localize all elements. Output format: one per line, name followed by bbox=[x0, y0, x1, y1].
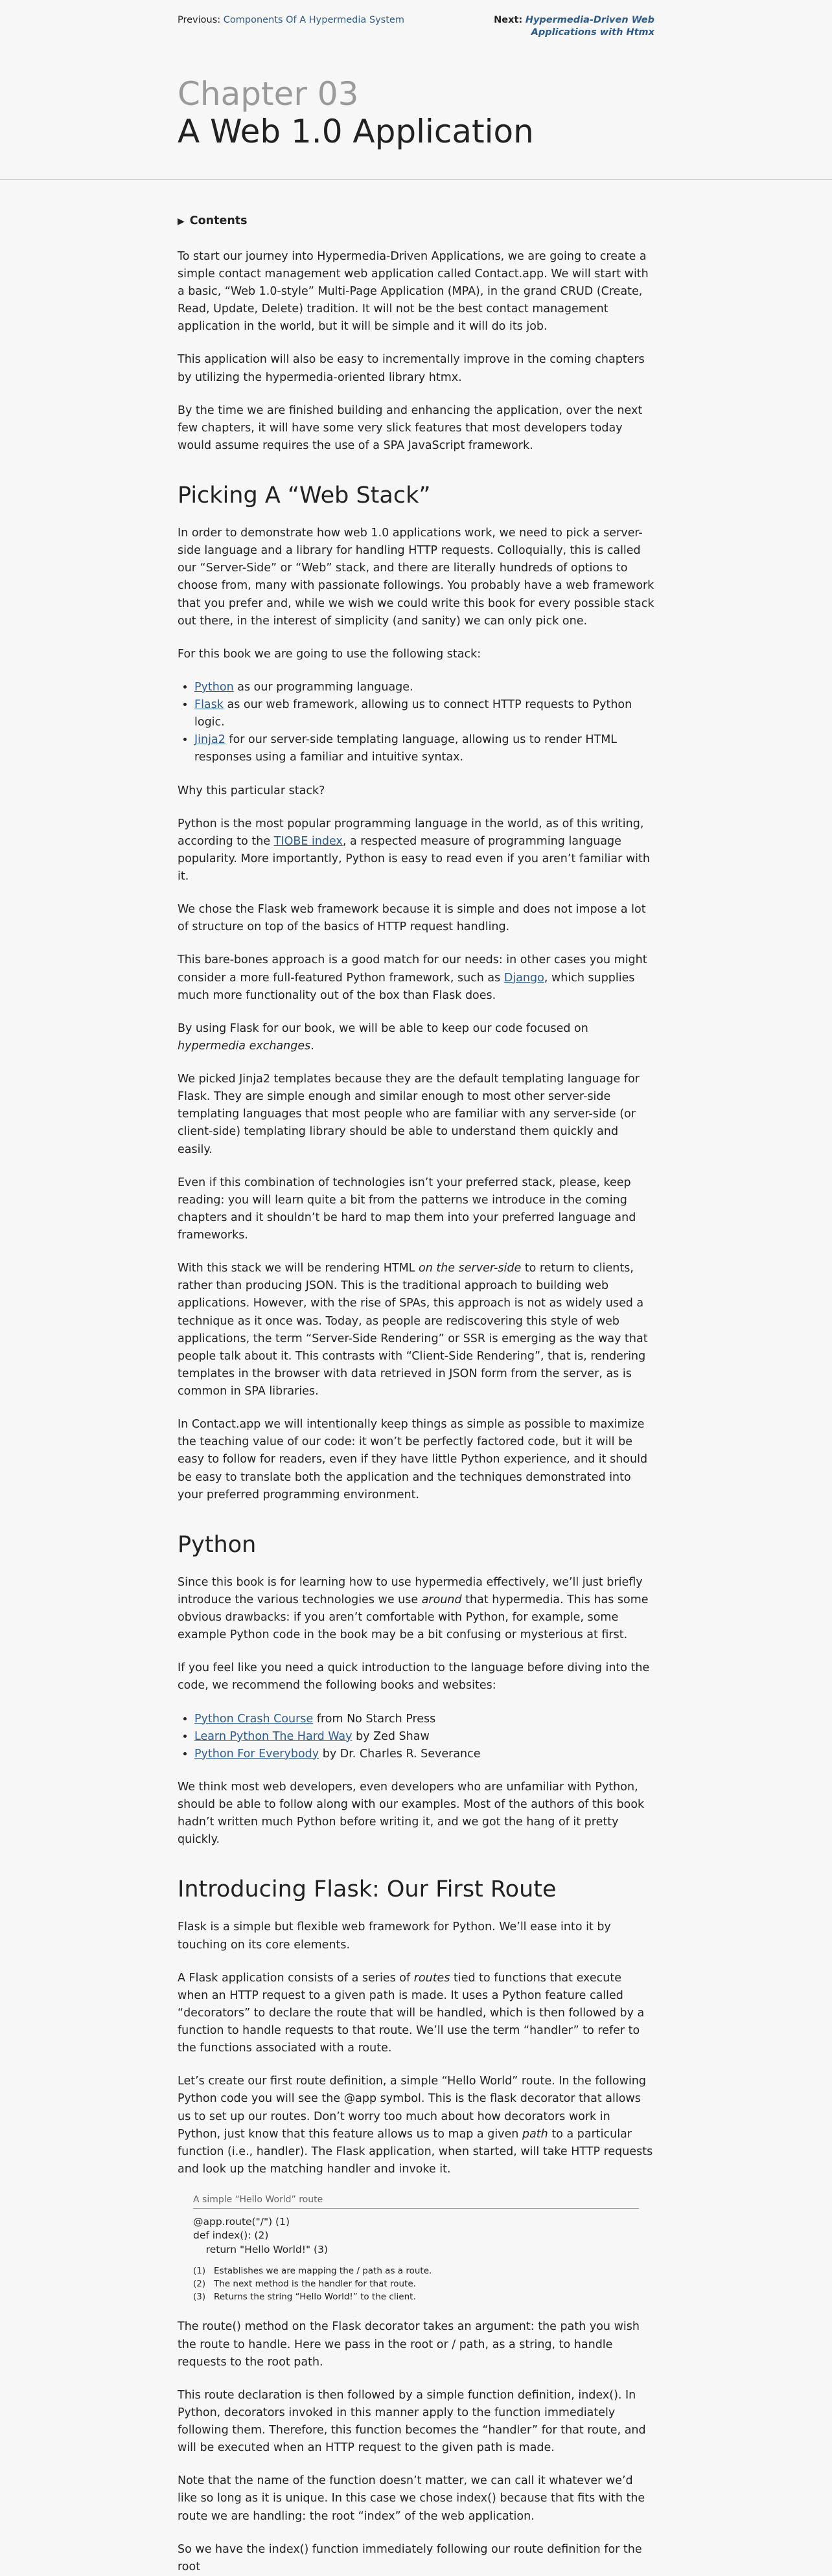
jinja2-link[interactable]: Jinja2 bbox=[194, 733, 225, 747]
paragraph bbox=[178, 815, 654, 886]
paragraph: We picked Jinja2 templates because they are the default templating language for Flask. They are simple enough and similar enough to most other server-side templating languages that most people who are familiar with any server-side (or client-side) templating library should be able to understand them quickly and easily. bbox=[178, 1073, 640, 1156]
callout-item bbox=[193, 2265, 639, 2277]
next-chapter bbox=[434, 14, 654, 39]
django-link[interactable]: Django bbox=[503, 971, 544, 985]
list-item bbox=[194, 696, 654, 731]
paragraph: We chose the Flask web framework because it is simple and does not impose a lot of structure on top of the basics of HTTP request handling. bbox=[178, 903, 646, 934]
list-item bbox=[194, 1711, 654, 1728]
list-item bbox=[194, 731, 654, 766]
paragraph bbox=[178, 1020, 654, 1055]
section-heading-web-stack: Picking A “Web Stack” bbox=[178, 483, 431, 509]
list-item bbox=[194, 679, 654, 696]
callout-number: (1) bbox=[193, 2265, 206, 2276]
code-block: @app.route("/") (1) def index(): (2) return "Hello World!" (3) bbox=[193, 2215, 329, 2256]
next-label: Next: bbox=[494, 15, 523, 25]
text-run: Let’s create our first route definition, a simple “Hello World” route. In the following Python code you will see the @app symbol. This is the flask decorator that allows us to set up our routes. Don’t worry too much about how decorators work in Python, just know that this feature allows us to map a given bbox=[178, 2075, 647, 2141]
text-run: that hypermedia. This has some obvious drawbacks: if you aren’t comfortable with Python, for example, some example Python code in the book may be a bit confusing or mysterious at first. bbox=[178, 1593, 649, 1642]
page-header bbox=[0, 0, 832, 180]
list-item bbox=[194, 1746, 654, 1763]
prev-chapter bbox=[178, 14, 404, 39]
disclosure-triangle-icon: ▶ bbox=[178, 216, 185, 227]
text-run: This bare-bones approach is a good match for our needs: in other cases you might consider a more full-featured Python framework, such as bbox=[178, 953, 647, 985]
python-crash-course-link[interactable]: Python Crash Course bbox=[194, 1712, 314, 1726]
paragraph: Flask is a simple but flexible web framework for Python. We’ll ease into it by touching on its core elements. bbox=[178, 1921, 611, 1952]
paragraph: In Contact.app we will intentionally keep things as simple as possible to maximize the teaching value of our code: it won’t be perfectly factored code, but it will be easy to follow for readers, even if they have little Python experience, and it should be easy to translate both the application and the techniques demonstrated into your preferred programming environment. bbox=[178, 1418, 648, 1501]
python-link[interactable]: Python bbox=[194, 680, 234, 694]
intro-paragraph: This application will also be easy to incrementally improve in the coming chapters by utilizing the hypermedia-oriented library htmx. bbox=[178, 353, 645, 384]
text-run: By using Flask for our book, we will be able to keep our code focused on bbox=[178, 1021, 588, 1035]
text-run: . bbox=[310, 1039, 314, 1053]
callout-text: Establishes we are mapping the / path as a route. bbox=[214, 2265, 432, 2276]
list-item-text: as our programming language. bbox=[233, 680, 413, 694]
python-for-everybody-link[interactable]: Python For Everybody bbox=[194, 1747, 319, 1761]
chapter-number: Chapter 03 bbox=[178, 74, 359, 113]
code-listing bbox=[193, 2194, 639, 2303]
chapter-body bbox=[178, 180, 654, 2576]
paragraph bbox=[178, 1574, 654, 1645]
emphasis: hypermedia exchanges bbox=[178, 1039, 311, 1053]
paragraph: Note that the name of the function doesn’t matter, we can call it whatever we’d like so long as it is unique. In this case we chose index() because that fits with the route we are handling: the root “index” of the web application. bbox=[178, 2474, 645, 2523]
paragraph: This route declaration is then followed by a simple function definition, index(). In Python, decorators invoked in this manner apply to the function immediately following them. Therefore, this function becomes the “handler” for that route, and will be executed when an HTTP request to the given path is made. bbox=[178, 2388, 646, 2455]
list-item-text: from No Starch Press bbox=[313, 1712, 436, 1726]
paragraph bbox=[178, 1970, 654, 2058]
page-title: A Web 1.0 Application bbox=[178, 112, 534, 150]
tiobe-link[interactable]: TIOBE index bbox=[273, 834, 343, 848]
text-run: A Flask application consists of a series of bbox=[178, 1971, 414, 1985]
callout-text: The next method is the handler for that route. bbox=[214, 2278, 416, 2289]
paragraph: For this book we are going to use the following stack: bbox=[178, 647, 481, 661]
stack-list bbox=[178, 679, 654, 767]
text-run: to a particular function (i.e., handler). The Flask application, when started, will take HTTP requests and look up the matching handler and invoke it. bbox=[178, 2127, 653, 2176]
intro-paragraph: To start our journey into Hypermedia-Driven Applications, we are going to create a simple contact management web application called Contact.app. We will start with a basic, “Web 1.0-style” Multi-Page Application (MPA), in the grand CRUD (Create, Read, Update, Delete) tradition. It will not be the best contact management application in the world, but it will be simple and it will do its job. bbox=[178, 249, 649, 334]
list-item-text: by Zed Shaw bbox=[352, 1729, 430, 1743]
paragraph: The route() method on the Flask decorator takes an argument: the path you wish the route to handle. Here we pass in the root or / path, as a string, to handle requests to the root path. bbox=[178, 2320, 640, 2369]
contents-toggle[interactable] bbox=[178, 212, 654, 230]
list-item-text: by Dr. Charles R. Severance bbox=[319, 1747, 481, 1761]
prev-label: Previous: bbox=[178, 15, 221, 25]
text-run: Since this book is for learning how to use hypermedia effectively, we’ll just briefly introduce the various technologies we use bbox=[178, 1575, 643, 1606]
list-item-text: for our server-side templating language, allowing us to render HTML responses using a familiar and intuitive syntax. bbox=[194, 733, 618, 764]
flask-link[interactable]: Flask bbox=[194, 698, 224, 712]
text-run: tied to functions that execute when an HTTP request to a given path is made. It uses a Python feature called “decorators” to declare the route that will be handled, which is then followed by a function to handle requests to that route. We’ll use the term “handler” to refer to the functions associated with a route. bbox=[178, 1971, 645, 2055]
text-run: , a respected measure of programming language popularity. More importantly, Python is easy to read even if you aren’t familiar with it. bbox=[178, 834, 651, 883]
paragraph: Why this particular stack? bbox=[178, 784, 325, 797]
paragraph: If you feel like you need a quick introduction to the language before diving into the code, we recommend the following books and websites: bbox=[178, 1661, 650, 1693]
paragraph bbox=[178, 1260, 654, 1400]
next-chapter-link[interactable]: Hypermedia-Driven Web Applications with Htmx bbox=[525, 15, 654, 38]
paragraph: So we have the index() function immediately following our route definition for the root bbox=[178, 2542, 642, 2573]
prev-chapter-link[interactable]: Components Of A Hypermedia System bbox=[223, 15, 404, 25]
list-item bbox=[194, 1728, 654, 1746]
paragraph bbox=[178, 952, 654, 1004]
list-item-text: as our web framework, allowing us to connect HTTP requests to Python logic. bbox=[194, 698, 632, 729]
text-run: Python is the most popular programming language in the world, as of this writing, according to the bbox=[178, 817, 644, 848]
emphasis: path bbox=[522, 2127, 548, 2141]
section-heading-python: Python bbox=[178, 1531, 257, 1558]
callout-text: Returns the string “Hello World!” to the client. bbox=[214, 2291, 416, 2302]
chapter-nav bbox=[178, 0, 654, 39]
callout-item bbox=[193, 2291, 639, 2303]
text-run: to return to clients, rather than producing JSON. This is the traditional approach to building web applications. However, with the rise of SPAs, this approach is not as widely used a technique as it once was. Today, as people are rediscovering this style of web applications, the term “Server-Side Rendering” or SSR is emerging as the way that people talk about it. This contrasts with “Client-Side Rendering”, that is, rendering templates in the browser with data retrieved in JSON form from the server, as is common in SPA libraries. bbox=[178, 1262, 648, 1398]
text-run: With this stack we will be rendering HTML bbox=[178, 1262, 419, 1275]
paragraph bbox=[178, 2073, 654, 2178]
paragraph: Even if this combination of technologies isn’t your preferred stack, please, keep reading: you will learn quite a bit from the patterns we introduce in the coming chapters and it shouldn’t be hard to map them into your preferred language and frameworks. bbox=[178, 1176, 636, 1242]
paragraph: In order to demonstrate how web 1.0 applications work, we need to pick a server-side language and a library for handling HTTP requests. Colloquially, this is called our “Server-Side” or “Web” stack, and there are literally hundreds of options to choose from, many with passionate followings. You probably have a web framework that you prefer and, while we wish we could write this book for every possible stack out there, in the interest of simplicity (and sanity) we can only pick one. bbox=[178, 527, 654, 628]
emphasis: on the server-side bbox=[418, 1262, 522, 1275]
contents-label: Contents bbox=[189, 214, 248, 227]
callout-item bbox=[193, 2278, 639, 2290]
paragraph: We think most web developers, even developers who are unfamiliar with Python, should be able to follow along with our examples. Most of the authors of this book hadn’t written much Python before writing it, and we got the hang of it pretty quickly. bbox=[178, 1780, 645, 1847]
text-run: , which supplies much more functionality out of the box than Flask does. bbox=[178, 971, 635, 1002]
emphasis: routes bbox=[413, 1971, 450, 1985]
callout-number: (2) bbox=[193, 2278, 206, 2289]
emphasis: around bbox=[421, 1593, 462, 1606]
callout-number: (3) bbox=[193, 2291, 206, 2302]
callout-list bbox=[193, 2265, 639, 2303]
section-heading-flask: Introducing Flask: Our First Route bbox=[178, 1876, 557, 1903]
listing-caption: A simple “Hello World” route bbox=[193, 2194, 639, 2209]
intro-paragraph: By the time we are finished building and enhancing the application, over the next few chapters, it will have some very slick features that most developers today would assume requires the use of a SPA JavaScript framework. bbox=[178, 404, 643, 452]
books-list bbox=[178, 1711, 654, 1763]
learn-python-hard-way-link[interactable]: Learn Python The Hard Way bbox=[194, 1729, 352, 1743]
